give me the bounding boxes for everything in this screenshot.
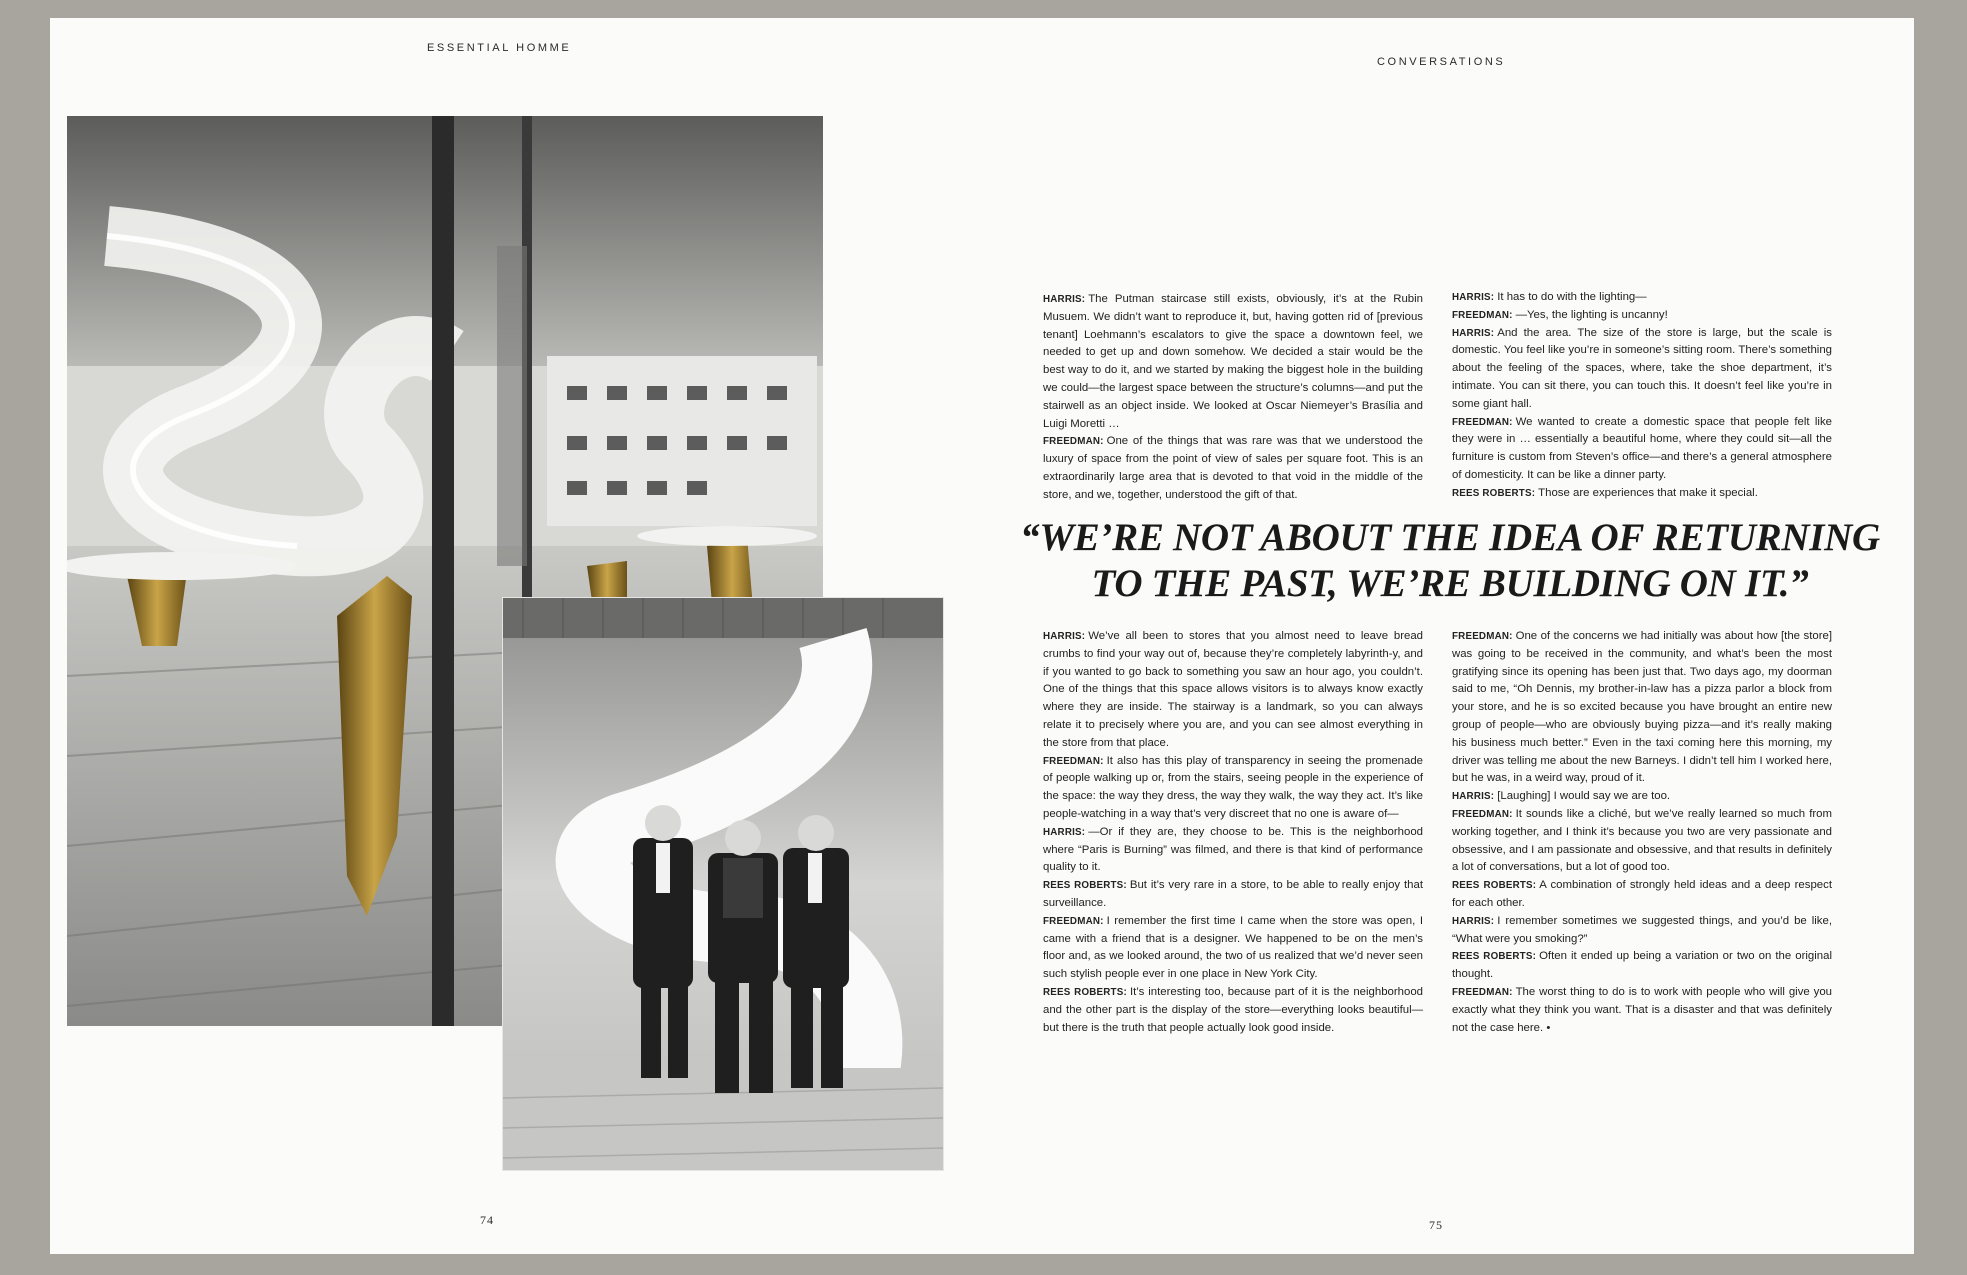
speaker-label: HARRIS: [1452, 327, 1495, 339]
text-column-3 [1043, 628, 1423, 1037]
speaker-label: REES ROBERTS: [1043, 986, 1127, 998]
dialogue-paragraph [1043, 824, 1423, 877]
dialogue-paragraph [1452, 289, 1832, 307]
dialogue-text: And the area. The size of the store is large, but the scale is domestic. You feel like you’re in someone’s sitting room. There’s something about the feeling of the spaces, where, take the shoe department, it’s intimate. You can sit there, you can touch this. It doesn’t feel like you’re in some giant hall. [1452, 326, 1832, 410]
pull-quote-line-2: TO THE PAST, WE’RE BUILDING ON IT.” [1091, 562, 1809, 605]
dialogue-text: —Or if they are, they choose to be. This is the neighborhood where “Paris is Burning” was filmed, and there is that kind of performance quality to it. [1043, 825, 1423, 874]
speaker-label: REES ROBERTS: [1452, 951, 1537, 963]
dialogue-paragraph [1043, 753, 1423, 824]
speaker-label: FREEDMAN: [1452, 416, 1513, 428]
text-column-4 [1452, 628, 1832, 1037]
dialogue-text: We’ve all been to stores that you almost need to leave bread crumbs to find your way out of, because they’re completely labyrinth-y, and if you wanted to go back to something you saw an hour ago, you couldn’t. One of the things that this space allows visitors is to always know exactly where they are inside. The stairway is a landmark, so you can always relate it to precisely where you are, and you can see almost everything in the store from that place. [1043, 630, 1423, 749]
running-head-right: CONVERSATIONS [1377, 56, 1506, 68]
speaker-label: FREEDMAN: [1043, 755, 1104, 767]
dialogue-paragraph [1043, 628, 1423, 753]
dialogue-paragraph [1043, 877, 1423, 913]
dialogue-text: Those are experiences that make it special. [1538, 486, 1758, 499]
dialogue-text: It’s interesting too, because part of it is the neighborhood and the other part is the display of the store—everything looks beautiful—but there is the truth that people actually look good inside. [1043, 985, 1423, 1034]
speaker-label: HARRIS: [1043, 294, 1086, 305]
dialogue-paragraph [1043, 913, 1423, 984]
speaker-label: HARRIS: [1452, 791, 1495, 803]
dialogue-paragraph [1043, 291, 1423, 433]
dialogue-text: One of the concerns we had initially was about how [the store] was going to be received in the community, and what’s been the most gratifying since its opening has been just that. Two days ago, my doorman said to me, “Oh Dennis, my brother-in-law has a pizza parlor a block from your store, and he is so excited because you have brought an entire new group of people—who are obviously buying pizza—and it’s really making his business much better.” Even in the taxi coming here this morning, my driver was telling me about the new Barneys. I didn’t tell him I worked here, but he was, in a weird way, proud of it. [1452, 630, 1832, 785]
running-head-left: ESSENTIAL HOMME [427, 42, 572, 54]
pull-quote-line-1: “WE’RE NOT ABOUT THE IDEA OF RETURNING [1020, 516, 1880, 559]
page-number-left: 74 [480, 1213, 494, 1227]
dialogue-paragraph [1452, 984, 1832, 1037]
dialogue-text: I remember sometimes we suggested things, and you’d be like, “What were you smoking?” [1452, 914, 1832, 945]
speaker-label: FREEDMAN: [1043, 436, 1104, 448]
dialogue-paragraph [1452, 414, 1832, 485]
dialogue-text: It sounds like a cliché, but we’ve really learned so much from working together, and I think it’s because you two are very passionate and obsessive, and I am passionate and obsessive, and that results in definitely a lot of conversations, but a lot of good too. [1452, 807, 1832, 874]
speaker-label: FREEDMAN: [1452, 986, 1513, 998]
speaker-label: HARRIS: [1043, 826, 1086, 838]
dialogue-paragraph [1043, 984, 1423, 1037]
dialogue-paragraph [1452, 877, 1832, 913]
speaker-label: REES ROBERTS: [1452, 880, 1537, 892]
text-column-1 [1043, 291, 1423, 505]
dialogue-text: One of the things that was rare was that we understood the luxury of space from the point of view of sales per square foot. This is an extraordinarily large area that is devoted to that void in the middle of the store, and we, together, understood the gift of that. [1043, 435, 1423, 501]
dialogue-text: It has to do with the lighting— [1497, 291, 1647, 303]
dialogue-paragraph [1452, 485, 1832, 503]
dialogue-text: A combination of strongly held ideas and a deep respect for each other. [1452, 879, 1832, 909]
magazine-spread [50, 18, 1914, 1254]
speaker-label: FREEDMAN: [1043, 915, 1104, 927]
speaker-label: FREEDMAN: [1452, 631, 1513, 642]
dialogue-paragraph [1452, 913, 1832, 949]
speaker-label: FREEDMAN: [1452, 309, 1513, 321]
dialogue-text: The worst thing to do is to work with people who will give you exactly what they think you want. That is a disaster and that was definitely not the case here. • [1452, 985, 1832, 1034]
dialogue-text: I remember the first time I came when the store was open, I came with a friend that is a designer. We happened to be on the men’s floor and, as we looked around, the two of us realized that we’d never seen such stylish people ever in one place in New York City. [1043, 914, 1423, 981]
speaker-label: FREEDMAN: [1452, 808, 1513, 820]
dialogue-paragraph [1452, 628, 1832, 788]
dialogue-paragraph [1452, 948, 1832, 984]
dialogue-text: Often it ended up being a variation or two on the original thought. [1452, 950, 1832, 981]
dialogue-paragraph [1452, 788, 1832, 806]
dialogue-text: It also has this play of transparency in seeing the promenade of people walking up or, from the stairs, seeing people in the experience of the space: the way they dress, the way they walk, the way they act. It’s like people-watching in a way that’s very discreet that no one is aware of— [1043, 754, 1423, 820]
dialogue-paragraph [1043, 433, 1423, 504]
speaker-label: HARRIS: [1452, 292, 1495, 303]
pull-quote [980, 515, 1920, 607]
dialogue-text: —Yes, the lighting is uncanny! [1515, 308, 1668, 321]
dialogue-text: The Putman staircase still exists, obviously, it’s at the Rubin Musuem. We didn’t want to reproduce it, but, having gotten rid of [previous tenant] Loehmann’s escalators to give the space a downtown feel, we needed to get up and down somehow. We decided a stair would be the best way to do it, and we started by making the biggest hole in the building we could—the largest space between the structure’s columns—and put the stairwell as an object inside. We looked at Oscar Niemeyer’s Brasília and Luigi Moretti … [1043, 293, 1423, 430]
dialogue-paragraph [1452, 806, 1832, 877]
dialogue-text: We wanted to create a domestic space that people felt like they were in … essentially a beautiful home, where they could sit—all the furniture is custom from Steven’s office—and there’s a general atmosphere of domesticity. It can be like a dinner party. [1452, 415, 1832, 481]
trio-portrait-photo [503, 598, 943, 1170]
speaker-label: REES ROBERTS: [1452, 487, 1536, 499]
speaker-label: HARRIS: [1043, 631, 1086, 642]
text-column-2 [1452, 289, 1832, 503]
dialogue-paragraph [1452, 307, 1832, 325]
dialogue-text: But it’s very rare in a store, to be able to really enjoy that surveillance. [1043, 879, 1423, 909]
speaker-label: REES ROBERTS: [1043, 880, 1127, 892]
dialogue-text: [Laughing] I would say we are too. [1497, 790, 1671, 803]
speaker-label: HARRIS: [1452, 915, 1495, 927]
page-number-right: 75 [1429, 1218, 1443, 1232]
dialogue-paragraph [1452, 325, 1832, 414]
